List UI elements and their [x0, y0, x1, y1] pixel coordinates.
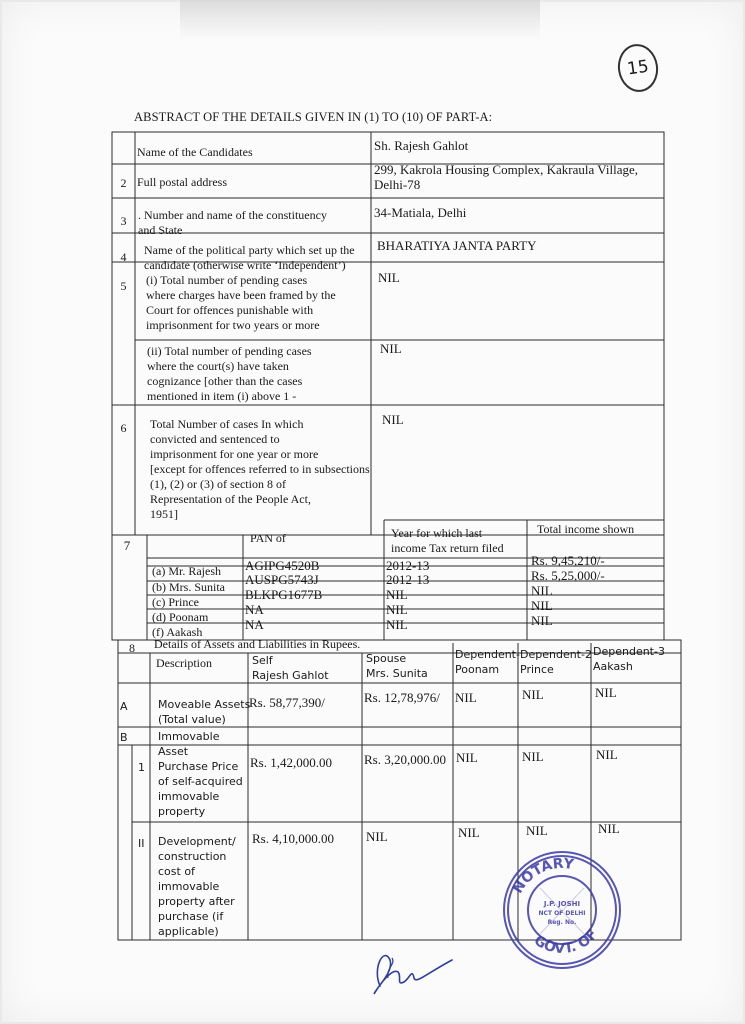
person-year: 2012-13: [386, 572, 430, 587]
asset-d1: NIL: [455, 690, 477, 705]
pan-header: PAN of: [250, 531, 286, 545]
row1-value: Sh. Rajesh Gahlot: [374, 138, 469, 153]
row4-value: BHARATIYA JANTA PARTY: [377, 238, 537, 253]
svg-text:GOVT. OF: [531, 927, 601, 958]
col-description: Description: [156, 656, 212, 670]
asset-d2: NIL: [522, 749, 544, 764]
section-title: ABSTRACT OF THE DETAILS GIVEN IN (1) TO (10) OF PART-A:: [134, 110, 493, 124]
row5-value-ii: NIL: [380, 341, 402, 356]
col-dependent-3: Dependent-3 Aakash: [593, 645, 665, 673]
col-spouse: Spouse Mrs. Sunita: [366, 652, 428, 680]
asset-spouse: Rs. 3,20,000.00: [364, 752, 446, 767]
asset-code: II: [138, 837, 145, 850]
person-name: (b) Mrs. Sunita: [152, 580, 225, 594]
row3-number: 3: [120, 214, 127, 228]
svg-text:NCT OF DELHI: NCT OF DELHI: [538, 910, 586, 917]
asset-description: Purchase Price of self-acquired immovable property: [158, 760, 243, 818]
stamp-bottom-text: GOVT. OF: [530, 926, 602, 958]
page-number: 15: [615, 41, 661, 94]
row6-number: 6: [120, 421, 127, 435]
row3-label: . Number and name of the constituency and State: [138, 208, 327, 237]
row5-label-ii: (ii) Total number of pending cases where the court(s) have taken cognizance [other than the cases mentioned in item (i) above 1 -: [147, 344, 312, 403]
row1-label: Name of the Candidates: [137, 145, 253, 159]
asset-code: 1: [138, 761, 145, 774]
person-name: (c) Prince: [152, 595, 199, 609]
asset-spouse: NIL: [366, 829, 388, 844]
person-pan: BLKPG1677B: [245, 587, 323, 602]
person-name: (d) Poonam: [152, 610, 209, 624]
income-header: Total income shown: [537, 522, 635, 536]
notary-stamp: [500, 848, 624, 972]
person-year: 2012-13: [386, 558, 430, 573]
person-year: NIL: [386, 602, 408, 617]
row4-number: 4: [120, 250, 127, 264]
asset-description: Immovable Asset: [158, 730, 220, 758]
row2-number: 2: [120, 176, 127, 190]
asset-spouse: Rs. 12,78,976/: [364, 690, 440, 705]
asset-d3: NIL: [598, 821, 620, 836]
asset-d3: NIL: [596, 747, 618, 762]
row8-number: 8: [129, 641, 135, 655]
row7-number: 7: [123, 538, 131, 553]
row6-label: Total Number of cases In which convicted and sentenced to imprisonment for one year or more [except for offences referred to in subsections (1), (2) or (3) of section 8 of Representation of the People Act, 1951]: [150, 417, 370, 521]
row2-label: Full postal address: [137, 175, 227, 189]
asset-d2: NIL: [522, 687, 544, 702]
person-income: Rs. 9,45,210/-: [531, 553, 605, 568]
asset-code: B: [120, 731, 128, 744]
row3-value: 34-Matiala, Delhi: [374, 205, 467, 220]
asset-self: Rs. 4,10,000.00: [252, 831, 334, 846]
person-pan: AGIPG4520B: [245, 558, 320, 573]
person-pan: NA: [245, 602, 264, 617]
asset-description: Moveable Assets (Total value): [158, 698, 251, 726]
stamp-top-text: NOTARY: [509, 855, 575, 897]
person-pan: AUSPG5743J: [245, 572, 319, 587]
asset-d1: NIL: [458, 825, 480, 840]
person-income: Rs. 5,25,000/-: [531, 568, 605, 583]
row5-label-i: (i) Total number of pending cases where charges have been framed by the Court for offences punishable with imprisonment for two years or more: [146, 273, 336, 332]
svg-text:J.P. JOSHI: J.P. JOSHI: [543, 900, 581, 908]
row2-value: 299, Kakrola Housing Complex, Kakraula Village, Delhi-78: [374, 162, 638, 192]
asset-self: Rs. 58,77,390/: [249, 695, 325, 710]
person-name: (a) Mr. Rajesh: [152, 564, 221, 578]
year-header: Year for which last income Tax return filed: [391, 526, 504, 555]
asset-d3: NIL: [595, 685, 617, 700]
row4-label: Name of the political party which set up the candidate (otherwise write ‘Independent’): [144, 243, 355, 272]
person-income: NIL: [531, 613, 553, 628]
row8-label: Details of Assets and Liabilities in Rupees.: [154, 637, 361, 651]
asset-description: Development/ construction cost of immovable property after purchase (if applicable): [158, 835, 236, 938]
row6-value: NIL: [382, 412, 404, 427]
row5-number: 5: [120, 279, 127, 293]
person-income: NIL: [531, 598, 553, 613]
asset-d1: NIL: [456, 750, 478, 765]
col-dependent-2: Dependent-2 Prince: [520, 648, 592, 676]
person-year: NIL: [386, 617, 408, 632]
col-dependent-1: Dependent- Poonam: [455, 648, 520, 676]
asset-self: Rs. 1,42,000.00: [250, 755, 332, 770]
signature: [366, 938, 456, 998]
row5-value-i: NIL: [378, 270, 400, 285]
col-self: Self Rajesh Gahlot: [252, 654, 329, 682]
person-year: NIL: [386, 587, 408, 602]
asset-code: A: [120, 700, 128, 713]
asset-d2: NIL: [526, 823, 548, 838]
person-pan: NA: [245, 617, 264, 632]
person-name: (f) Aakash: [152, 625, 203, 639]
svg-text:Reg. No.: Reg. No.: [547, 919, 577, 926]
person-income: NIL: [531, 583, 553, 598]
